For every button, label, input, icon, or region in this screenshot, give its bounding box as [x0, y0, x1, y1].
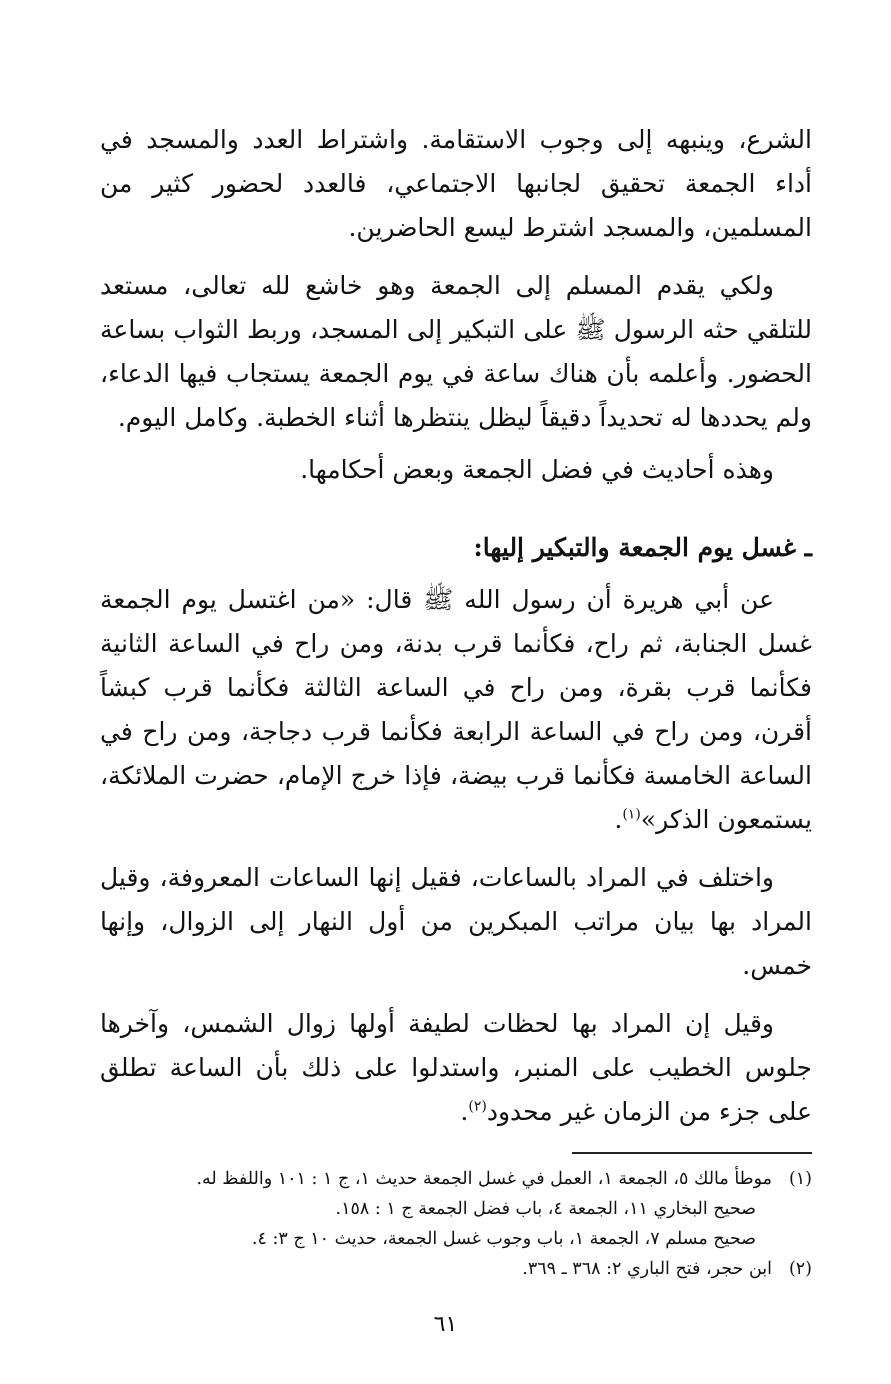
footnote-divider	[572, 1152, 812, 1154]
hadith-text: عن أبي هريرة أن رسول الله ﷺ قال: «من اغتسل يوم الجمعة غسل الجنابة، ثم راح، فكأنما قرب بدنة، ومن راح في الساعة الثانية فكأنما قرب بقرة، ومن راح في الساعة الثالثة فكأنما قرب كبشاً أقرن، ومن راح في الساعة الرابعة فكأنما قرب دجاجة، ومن راح في الساعة الخامسة فكأنما قرب بيضة، فإذا خرج الإمام، حضرت الملائكة، يستمعون الذكر»	[100, 585, 812, 834]
footnote-1-line-2: صحيح البخاري ١١، الجمعة ٤، باب فضل الجمعة ج ١ : ١٥٨.	[335, 1199, 756, 1219]
section-heading: ـ غسل يوم الجمعة والتبكير إليها:	[473, 533, 812, 562]
footnote-2-line-1: ابن حجر، فتح الباري ٢: ٣٦٨ ـ ٣٦٩.	[522, 1259, 772, 1279]
footnote-ref-2: (٢)	[468, 1098, 487, 1115]
page-number: ٦١	[433, 1312, 458, 1337]
footnote-1-line-1: موطأ مالك ٥، الجمعة ١، العمل في غسل الجمعة حديث ١، ج ١ : ١٠١ واللفظ له.	[196, 1169, 772, 1189]
paragraph-2: ولكي يقدم المسلم إلى الجمعة وهو خاشع لله تعالى، مستعد للتلقي حثه الرسول ﷺ على التبكير إلى المسجد، وربط الثواب بساعة الحضور. وأعلمه بأن هناك ساعة في يوم الجمعة يستجاب فيها الدعاء، ولم يحددها له تحديداً دقيقاً ليظل ينتظرها أثناء الخطبة. وكامل اليوم.	[100, 271, 812, 432]
paragraph-3: وهذه أحاديث في فضل الجمعة وبعض أحكامها.	[300, 455, 774, 484]
footnote-1	[100, 1164, 812, 1194]
paragraph-hadith: عن أبي هريرة أن رسول الله ﷺ قال: «من اغتسل يوم الجمعة غسل الجنابة، ثم راح، فكأنما قرب بدنة، ومن راح في الساعة الثانية فكأنما قرب بقرة، ومن راح في الساعة الثالثة فكأنما قرب كبشاً أقرن، ومن راح في الساعة الرابعة فكأنما قرب دجاجة، ومن راح في الساعة الخامسة فكأنما قرب بيضة، فإذا خرج الإمام، حضرت الملائكة، يستمعون الذكر»$^{(١)}$.	[100, 585, 812, 834]
footnote-2	[100, 1254, 812, 1284]
footnote-2-number: (٢)	[788, 1259, 812, 1279]
paragraph-6: وقيل إن المراد بها لحظات لطيفة أولها زوال الشمس، وآخرها جلوس الخطيب على المنبر، واستدلوا على ذلك بأن الساعة تطلق على جزء من الزمان غير محدود$^{(٢)}$.	[100, 1009, 812, 1126]
footnote-1-line-3: صحيح مسلم ٧، الجمعة ١، باب وجوب غسل الجمعة، حديث ١٠ ج ٣: ٤.	[251, 1229, 756, 1249]
paragraph-6-text: وقيل إن المراد بها لحظات لطيفة أولها زوال الشمس، وآخرها جلوس الخطيب على المنبر، واستدلوا على ذلك بأن الساعة تطلق على جزء من الزمان غير محدود	[100, 1009, 812, 1126]
page-body	[100, 118, 812, 1284]
footnote-1-number: (١)	[788, 1169, 812, 1189]
paragraph-5: واختلف في المراد بالساعات، فقيل إنها الساعات المعروفة، وقيل المراد بها بيان مراتب المبكرين من أول النهار إلى الزوال، وإنها خمس.	[100, 863, 812, 980]
paragraph-1: الشرع، وينبهه إلى وجوب الاستقامة. واشتراط العدد والمسجد في أداء الجمعة تحقيق لجانبها الاجتماعي، فالعدد لحضور كثير من المسلمين، والمسجد اشترط ليسع الحاضرين.	[100, 125, 812, 242]
footnotes	[100, 1164, 812, 1284]
footnote-ref-1: (١)	[622, 806, 641, 823]
